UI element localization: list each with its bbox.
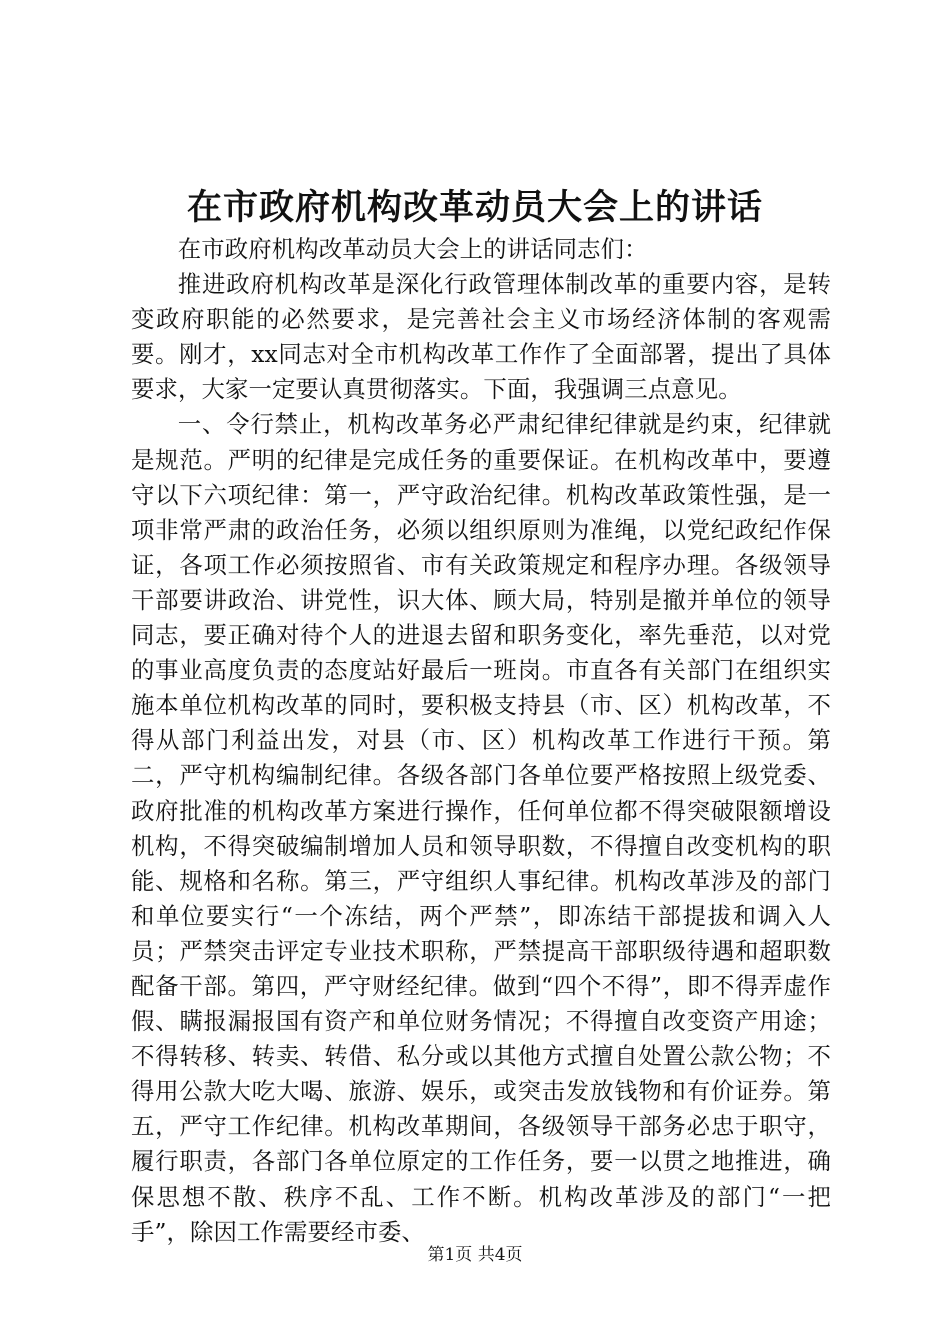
page-number-footer: 第1页 共4页 [427, 1245, 523, 1265]
document-title: 在市政府机构改革动员大会上的讲话 [186, 187, 763, 228]
intro-paragraph: 推进政府机构改革是深化行政管理体制改革的重要内容，是转变政府职能的必然要求，是完善社会主义市场经济体制的客观需要。刚才，xx同志对全市机构改革工作作了全面部署，提出了具体要求，大家一定要认真贯彻落实。下面，我强调三点意见。 [131, 270, 831, 404]
salutation-paragraph: 在市政府机构改革动员大会上的讲话同志们： [177, 235, 648, 263]
section-one-paragraph: 一、令行禁止，机构改革务必严肃纪律纪律就是约束，纪律就是规范。严明的纪律是完成任务的重要保证。在机构改革中，要遵守以下六项纪律：第一，严守政治纪律。机构改革政策性强，是一项非常严肃的政治任务，必须以组织原则为准绳，以党纪政纪作保证，各项工作必须按照省、市有关政策规定和程序办理。各级领导干部要讲政治、讲党性，识大体、顾大局，特别是撤并单位的领导同志，要正确对待个人的进退去留和职务变化，率先垂范，以对党的事业高度负责的态度站好最后一班岗。市直各有关部门在组织实施本单位机构改革的同时，要积极支持县（市、区）机构改革，不得从部门利益出发，对县（市、区）机构改革工作进行干预。第二，严守机构编制纪律。各级各部门各单位要严格按照上级党委、政府批准的机构改革方案进行操作，任何单位都不得突破限额增设机构，不得突破编制增加人员和领导职数，不得擅自改变机构的职能、规格和名称。第三，严守组织人事纪律。机构改革涉及的部门和单位要实行“一个冻结，两个严禁”，即冻结干部提拔和调入人员；严禁突击评定专业技术职称，严禁提高干部职级待遇和超职数配备干部。第四，严守财经纪律。做到“四个不得”，即不得弄虚作假、瞒报漏报国有资产和单位财务情况；不得擅自改变资产用途；不得转移、转卖、转借、私分或以其他方式擅自处置公款公物；不得用公款大吃大喝、旅游、娱乐，或突击发放钱物和有价证券。第五，严守工作纪律。机构改革期间，各级领导干部务必忠于职守，履行职责，各部门各单位原定的工作任务，要一以贯之地推进，确保思想不散、秩序不乱、工作不断。机构改革涉及的部门“一把手”，除因工作需要经市委、 [131, 410, 831, 1246]
document-body [131, 232, 831, 1250]
